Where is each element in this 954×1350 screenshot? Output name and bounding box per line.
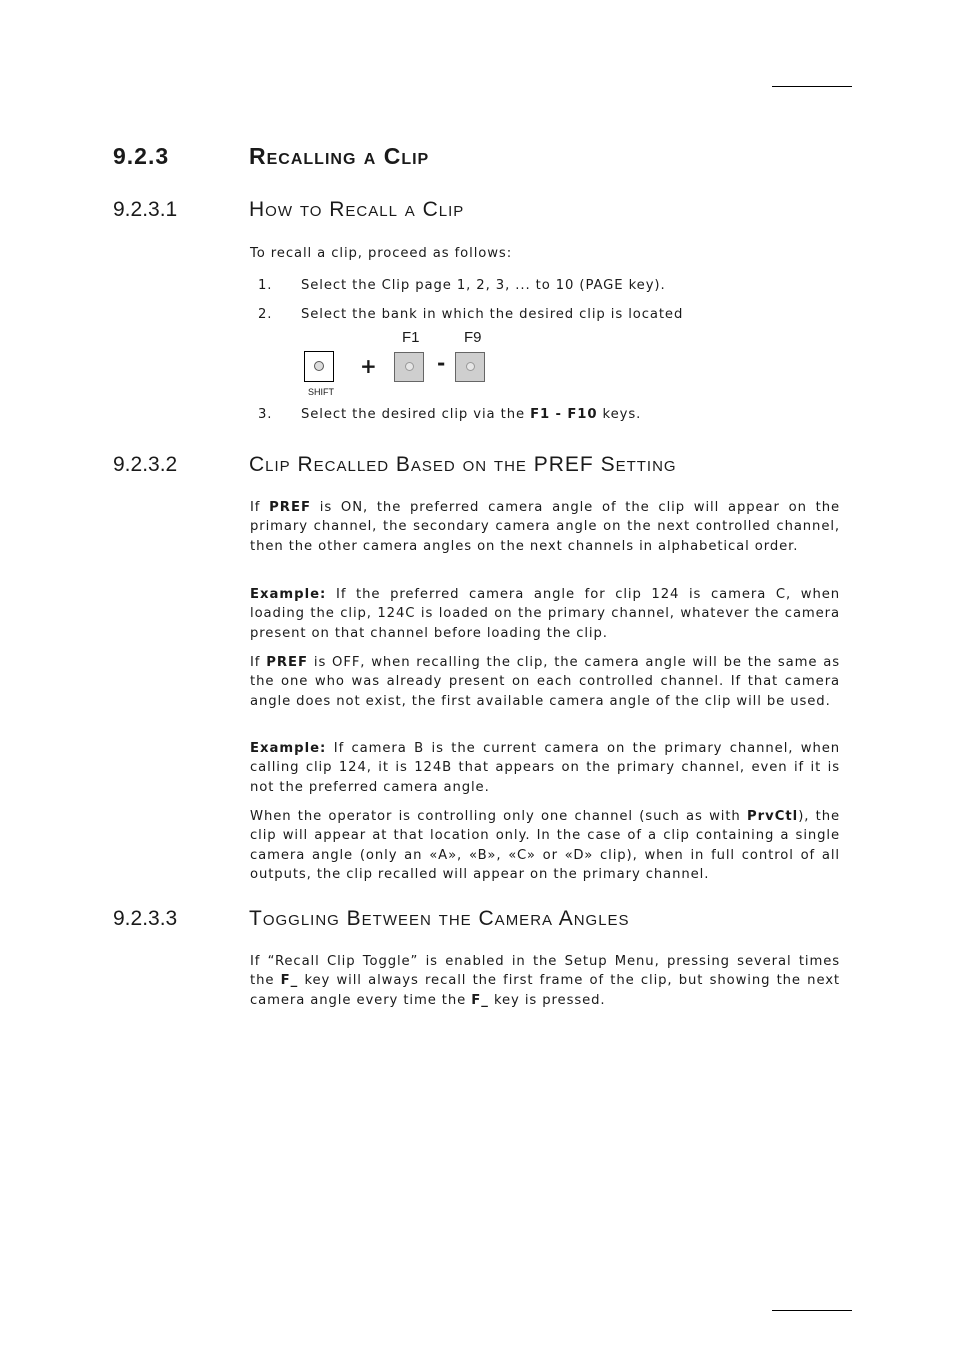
header-rule xyxy=(772,86,852,87)
section-number: 9.2.3 xyxy=(113,143,170,169)
f1-key-icon xyxy=(394,352,424,382)
plus-symbol: + xyxy=(360,354,377,378)
list-number: 1. xyxy=(258,278,273,293)
key-led-icon xyxy=(466,362,475,371)
section-title: Recalling a Clip xyxy=(249,143,430,169)
key-led-icon xyxy=(314,361,324,371)
subsection-title: Clip Recalled Based on the PREF Setting xyxy=(249,453,677,476)
paragraph: If PREF is OFF, when recalling the clip, the camera angle will be the same as the one who was already present on each controlled channel. If that camera angle does not exist, the first available camera angle of the clip will be used. xyxy=(250,655,840,709)
paragraph: If PREF is ON, the preferred camera angle of the clip will appear on the primary channel, the secondary camera angle on the next controlled channel, then the other camera angles on the next channels in alphabetical order. xyxy=(250,500,840,554)
minus-symbol: - xyxy=(437,351,446,375)
shift-label: SHIFT xyxy=(308,388,334,397)
example-paragraph: Example: If camera B is the current camera on the primary channel, when calling clip 124, it is 124B that appears on the primary channel, even if it is not the preferred camera angle. xyxy=(250,741,840,795)
list-text: Select the desired clip via the F1 - F10 keys. xyxy=(301,407,642,422)
f9-label: F9 xyxy=(464,329,482,346)
key-led-icon xyxy=(405,362,414,371)
list-number: 2. xyxy=(258,307,273,322)
subsection-number: 9.2.3.3 xyxy=(113,907,178,930)
example-paragraph: Example: If the preferred camera angle for clip 124 is camera C, when loading the clip, 124C is loaded on the primary channel, whatever the camera present on that channel before loading the clip. xyxy=(250,587,840,641)
f1-label: F1 xyxy=(402,329,420,346)
f9-key-icon xyxy=(455,352,485,382)
list-text: Select the bank in which the desired clip is located xyxy=(301,307,684,322)
footer-rule xyxy=(772,1310,852,1311)
subsection-number: 9.2.3.2 xyxy=(113,453,178,476)
paragraph: If “Recall Clip Toggle” is enabled in the Setup Menu, pressing several times the F_ key will always recall the first frame of the clip, but showing the next camera angle every time the F_ key is pressed. xyxy=(250,954,841,1008)
subsection-title: How to Recall a Clip xyxy=(249,198,465,221)
intro-text: To recall a clip, proceed as follows: xyxy=(250,246,513,261)
list-number: 3. xyxy=(258,407,273,422)
subsection-title: Toggling Between the Camera Angles xyxy=(249,907,630,930)
shift-key-icon xyxy=(304,351,334,382)
subsection-number: 9.2.3.1 xyxy=(113,198,178,221)
list-text: Select the Clip page 1, 2, 3, ... to 10 (PAGE key). xyxy=(301,278,666,293)
paragraph: When the operator is controlling only one channel (such as with PrvCtl), the clip will appear at that location only. In the case of a clip containing a single camera angle (only an «A», «B», «C» or «D» clip), when in full control of all outputs, the clip recalled will appear on the primary channel. xyxy=(250,809,840,883)
